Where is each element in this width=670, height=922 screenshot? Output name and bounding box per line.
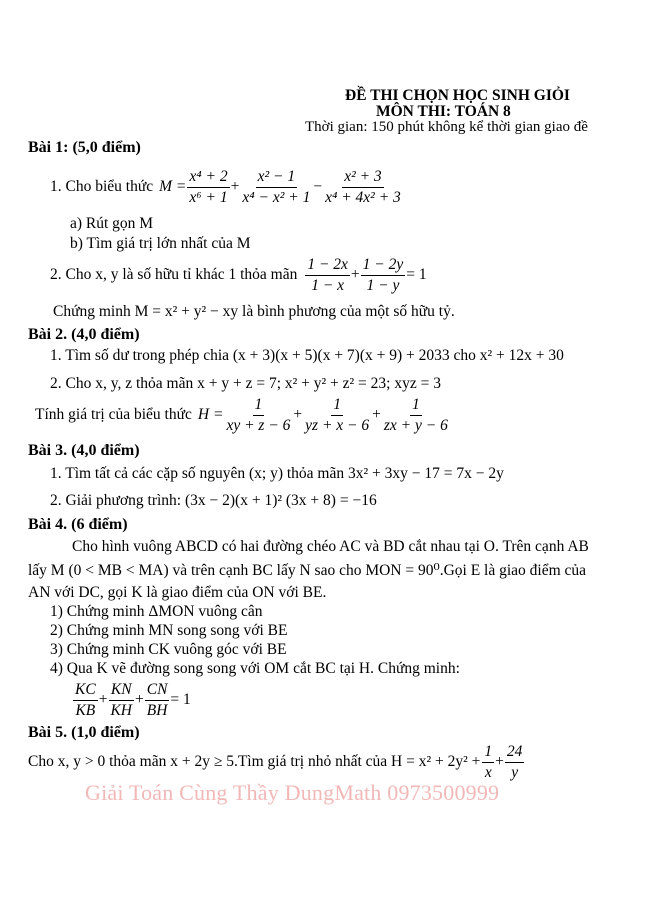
bai4-p2: lấy M (0 < MB < MA) và trên cạnh BC lấy N sao cho MON = 90⁰.Gọi E là giao điểm của <box>28 562 587 579</box>
bai4-p3: AN với DC, gọi K là giao điểm của ON với BE. <box>28 584 327 601</box>
bai1-M-lhs: M = <box>159 178 187 196</box>
bai1-q2-prove: Chứng minh M = x² + y² − xy là bình phương của một số hữu tỷ. <box>53 303 455 320</box>
exam-title: ĐỀ THI CHỌN HỌC SINH GIỎI <box>345 87 570 104</box>
fraction: $\frac{KC}{KB}$ <box>75 681 96 719</box>
bai2-q1: 1. Tìm số dư trong phép chia (x + 3)(x + 5)(x + 7)(x + 9) + 2033 cho x² + 12x + 30 <box>50 347 564 364</box>
fraction: $\frac{24}{y}$ <box>506 743 523 781</box>
fraction: $\frac{KN}{KH}$ <box>110 681 132 719</box>
bai4-item-1: 1) Chứng minh ΔMON vuông cân <box>50 603 263 620</box>
bai4-item-2: 2) Chứng minh MN song song với BE <box>50 622 288 639</box>
bai1-q2-prefix: 2. Cho x, y là số hữu tỉ khác 1 thỏa mãn <box>50 266 298 284</box>
bai1-q2: 2. Cho x, y là số hữu tỉ khác 1 thỏa mãn $\frac{1 - 2x}{1 - x}$ + $\frac{1 - 2y}{1 - y}$ = 1 <box>50 256 427 294</box>
fraction: $\frac{1}{zx + y - 6}$ <box>383 396 448 434</box>
bai4-ratio-equation: $\frac{KC}{KB}$ + $\frac{KN}{KH}$ + $\frac{CN}{BH}$ = 1 <box>75 681 191 719</box>
fraction: $\frac{\text{x² + 3}}{\text{x⁴ + 4x² + 3}}$ <box>325 168 401 206</box>
bai2-q2-calc: Tính giá trị của biểu thức H = $\frac{1}{xy + z - 6}$ + $\frac{1}{yz + x - 6}$ + $\frac{1}{zx + y - 6}$ <box>35 396 448 434</box>
bai5-heading: Bài 5. (1,0 điểm) <box>28 724 140 741</box>
bai5-question: Cho x, y > 0 thỏa mãn x + 2y ≥ 5.Tìm giá trị nhỏ nhất của H = x² + 2y² + $\frac{1}{x}$ + $\frac{24}{y}$ <box>28 743 523 781</box>
fraction: $\frac{1}{yz + x - 6}$ <box>305 396 370 434</box>
bai2-heading: Bài 2. (4,0 điểm) <box>28 326 140 343</box>
bai3-heading: Bài 3. (4,0 điểm) <box>28 442 140 459</box>
bai1-q1: 1. Cho biểu thức M = $\frac{\text{x⁴ + 2}}{\text{x⁶ + 1}}$ + $\frac{\text{x² − 1}}{\text{x⁴ − x² + 1}}$ − $\frac{\text{x² + 3}}{\text{x⁴ + 4x² + 3}}$ <box>50 168 401 206</box>
fraction: $\frac{\text{x² − 1}}{\text{x⁴ − x² + 1}}$ <box>242 168 311 206</box>
bai1-q1b: b) Tìm giá trị lớn nhất của M <box>70 235 251 252</box>
bai4-heading: Bài 4. (6 điểm) <box>28 516 128 533</box>
fraction: $\frac{1}{x}$ <box>484 743 493 781</box>
fraction: $\frac{1 - 2y}{1 - y}$ <box>362 256 404 294</box>
bai1-heading: Bài 1: (5,0 điểm) <box>28 139 141 156</box>
fraction: $\frac{CN}{BH}$ <box>146 681 168 719</box>
bai3-q1: 1. Tìm tất cả các cặp số nguyên (x; y) thỏa mãn 3x² + 3xy − 17 = 7x − 2y <box>50 465 504 482</box>
fraction: $\frac{\text{x⁴ + 2}}{\text{x⁶ + 1}}$ <box>189 168 228 206</box>
bai2-q2: 2. Cho x, y, z thỏa mãn x + y + z = 7; x² + y² + z² = 23; xyz = 3 <box>50 375 441 392</box>
fraction: $\frac{1}{xy + z - 6}$ <box>226 396 291 434</box>
bai4-item-4: 4) Qua K vẽ đường song song với OM cắt BC tại H. Chứng minh: <box>50 660 460 677</box>
bai1-q1-prefix: 1. Cho biểu thức <box>50 178 154 196</box>
bai1-q1a: a) Rút gọn M <box>70 215 154 232</box>
fraction: $\frac{1 - 2x}{1 - x}$ <box>307 256 348 294</box>
bai3-q2: 2. Giải phương trình: (3x − 2)(x + 1)² (3x + 8) = −16 <box>50 492 377 509</box>
watermark: Giải Toán Cùng Thầy DungMath 0973500999 <box>85 780 500 805</box>
exam-time: Thời gian: 150 phút không kể thời gian giao đề <box>305 119 588 135</box>
bai4-p1: Cho hình vuông ABCD có hai đường chéo AC và BD cắt nhau tại O. Trên cạnh AB <box>72 538 589 555</box>
exam-subject: MÔN THI: TOÁN 8 <box>376 103 511 120</box>
bai4-item-3: 3) Chứng minh CK vuông góc với BE <box>50 641 287 658</box>
